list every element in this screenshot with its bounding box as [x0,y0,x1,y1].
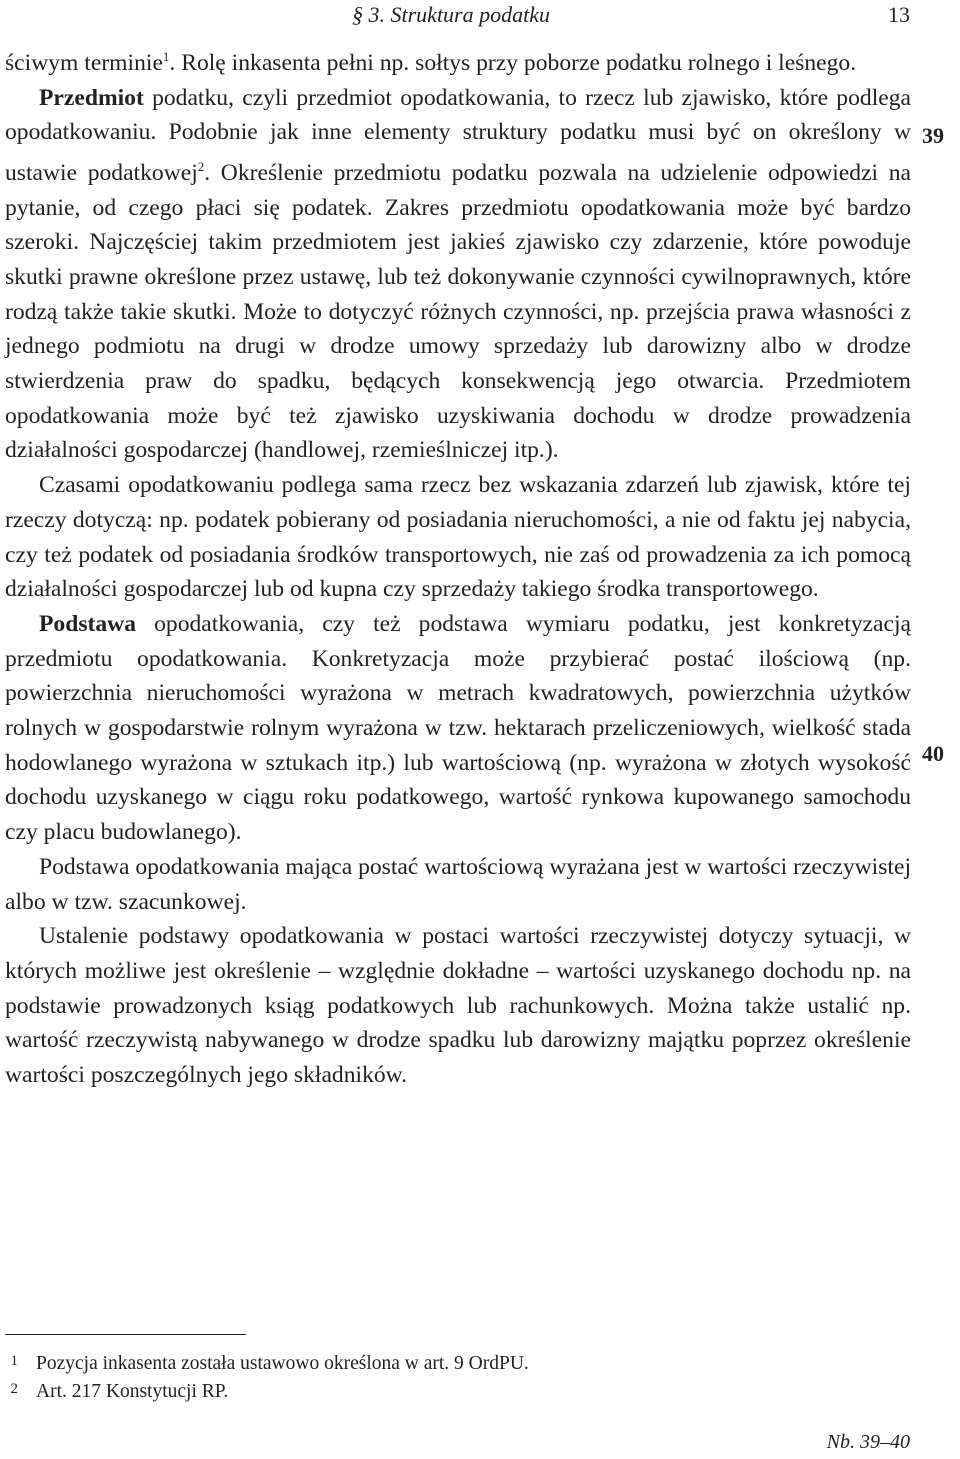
paragraph-6: Ustalenie podstawy opodatkowania w postaci wartości rzeczywistej dotyczy sytuacji, w których możliwe jest określenie – względnie dokładne – wartości uzyskanego dochodu np. na podstawie prowadzonych ksiąg podatkowych lub rachunkowych. Można także ustalić np. wartość rzeczywistą nabywanego w drodze spadku lub darowizny majątku poprzez określenie wartości poszczególnych jego składników. [5,923,911,1089]
paragraph-5: Podstawa opodatkowania mająca postać wartościową wyrażana jest w wartości rzeczywistej albo w tzw. szacunkowej. [5,853,911,915]
running-header [0,0,960,30]
footnote-1: 1 Pozycja inkasenta została ustawowo określona w art. 9 OrdPU. [10,1353,529,1374]
page-number: 13 [888,2,910,27]
margin-number-40: 40 [922,741,944,766]
paragraph-podstawa: Podstawa opodatkowania, czy też podstawa wymiaru podatku, jest konkretyzacją przedmiotu opodatkowania. Konkretyzacja może przybierać postać ilościową (np. powierzchnia nieruchomości wyrażona w metrach kwadratowych, powierzchnia użytków rolnych w gospodarstwie rolnym wyrażona w tzw. hektarach przeliczeniowych, wielkość stada hodowlanego wyrażona w sztukach itp.) lub wartościową (np. wyrażona w złotych wysokość dochodu uzyskanego w ciągu roku podatkowego, wartość rynkowa kupowanego samochodu czy placu budowlanego). [5,610,911,846]
margin-number-reference: Nb. 39–40 [826,1431,910,1453]
chapter-title: § 3. Struktura podatku [352,2,550,27]
footnotes [10,1350,529,1406]
footnote-ref-2[interactable]: 2 [197,158,205,174]
footnote-2: 2 Art. 217 Konstytucji RP. [10,1381,229,1402]
paragraph-1: ściwym terminie$^1$. Rolę inkasenta pełni np. sołtys przy poborze podatku rolnego i leśnego. [5,49,857,76]
margin-number-39: 39 [922,123,944,148]
paragraph-przedmiot: Przedmiot podatku, czyli przedmiot opodatkowania, to rzecz lub zjawisko, które podlega opodatkowaniu. Podobnie jak inne elementy struktury podatku musi być on określony w ustawie podatkowej$^2$. Określenie przedmiotu podatku pozwala na udzielenie odpowiedzi na pytanie, od czego płaci się podatek. Zakres przedmiotu opodatkowania może być bardzo szeroki. Najczęściej takim przedmiotem jest jakieś zjawisko czy zdarzenie, które powoduje skutki prawne określone przez ustawę, lub też dokonywanie czynności cywilnoprawnych, które rodzą także takie skutki. Może to dotyczyć różnych czynności, np. przejścia prawa własności z jednego podmiotu na drugi w drodze umowy sprzedaży lub darowizny albo w drodze stwierdzenia praw do spadku, będących konsekwencją jego otwarcia. Przedmiotem opodatkowania może być też zjawisko uzyskiwania dochodu w drodze prowadzenia działalności gospodarczej (handlowej, rzemieślniczej itp.). [5,84,911,464]
term-podstawa: Podstawa [39,610,137,637]
footnote-divider [5,1334,246,1335]
paragraph-3: Czasami opodatkowaniu podlega sama rzecz bez wskazania zdarzeń lub zjawisk, które tej rzeczy dotyczą: np. podatek pobierany od posiadania nieruchomości, a nie od faktu jej nabycia, czy też podatek od posiadania środków transportowych, nie zaś od prowadzenia za ich pomocą działalności gospodarczej lub od kupna czy sprzedaży takiego środka transportowego. [5,472,911,603]
body-text [5,40,911,1093]
term-przedmiot: Przedmiot [39,84,144,111]
footnote-ref-1[interactable]: 1 [162,49,170,64]
